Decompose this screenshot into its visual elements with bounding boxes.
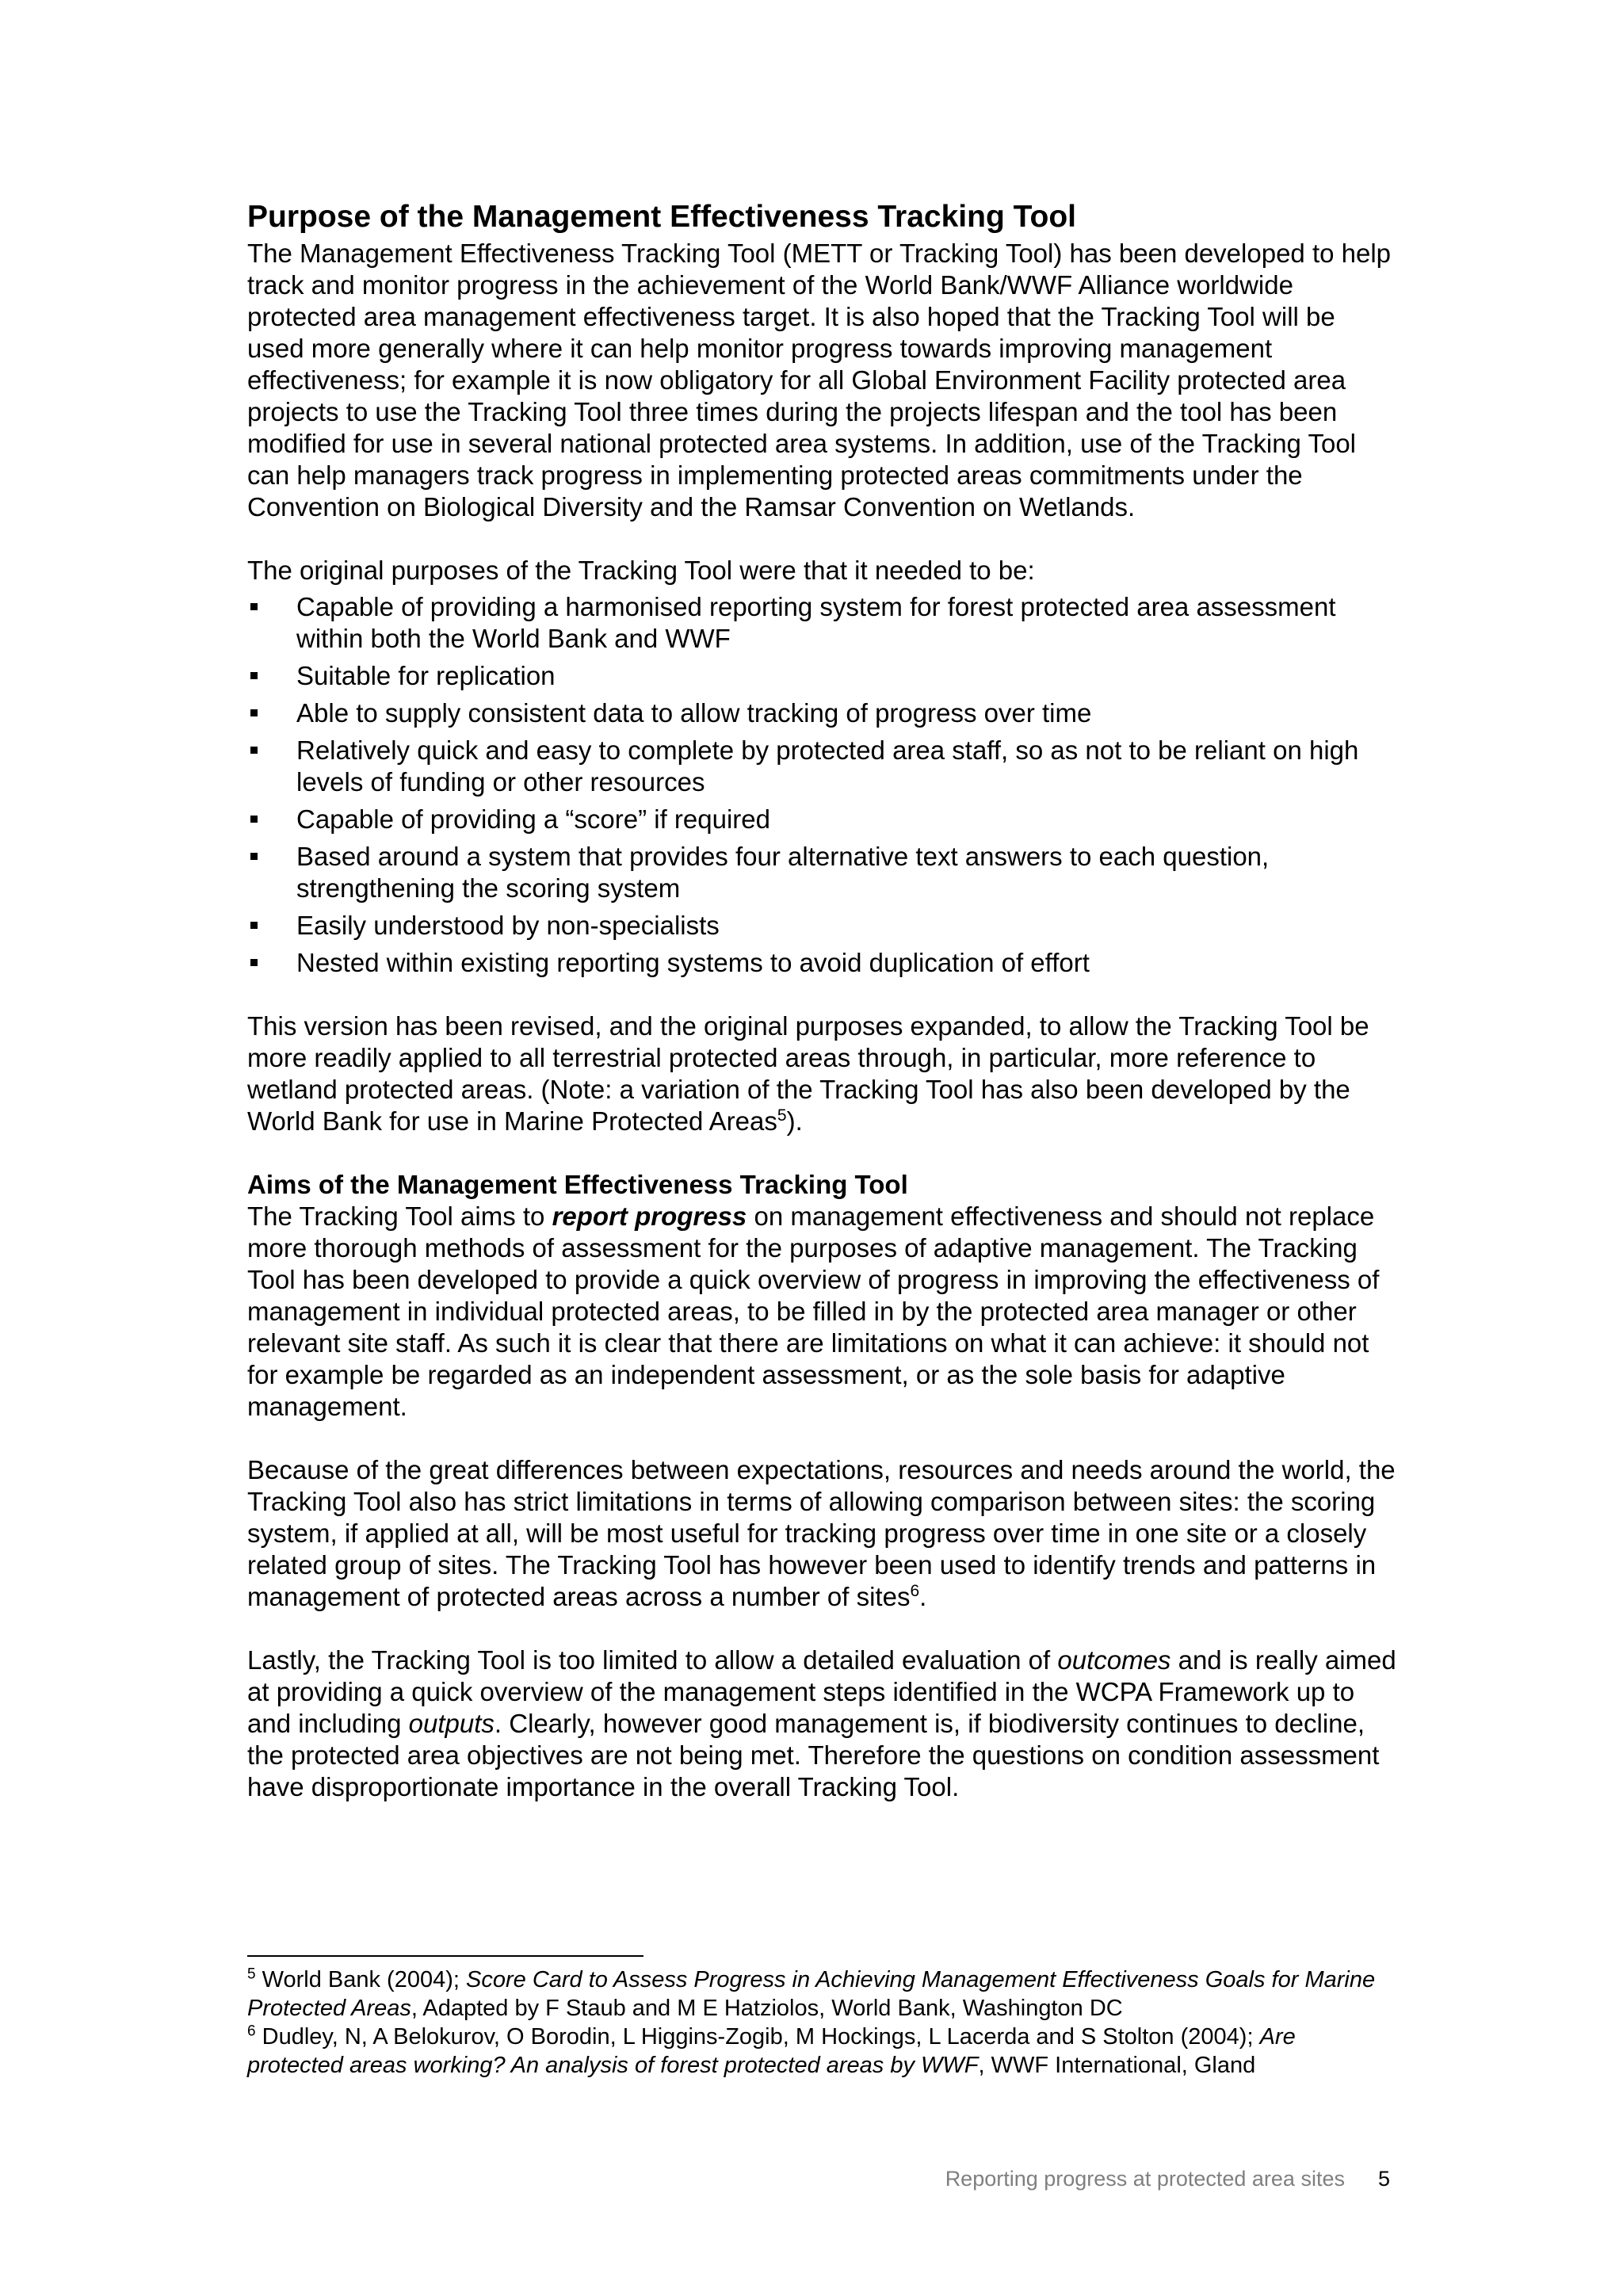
list-item: Relatively quick and easy to complete by protected area staff, so as not to be reliant on high levels of funding or other resources	[247, 735, 1396, 798]
aims-paragraph: The Tracking Tool aims to report progress on management effectiveness and should not replace more thorough methods of assessment for the purposes of adaptive management. The Tracking Tool has been developed to provide a quick overview of progress in improving the effectiveness of management in individual protected areas, to be filled in by the protected area manager or other relevant site staff. As such it is clear that there are limitations on what it can achieve: it should not for example be regarded as an independent assessment, or as the sole basis for adaptive management.	[247, 1201, 1380, 1421]
section-heading: Purpose of the Management Effectiveness Tracking Tool	[247, 200, 1077, 234]
revision-paragraph: This version has been revised, and the original purposes expanded, to allow the Tracking Tool be more readily applied to all terrestrial protected areas through, in particular, more reference to wetland protected areas. (Note: a variation of the Tracking Tool has also been developed by the World Bank for use in Marine Protected Areas$^5$).	[247, 1011, 1369, 1136]
list-item: Based around a system that provides four alternative text answers to each question, strengthening the scoring system	[247, 841, 1396, 904]
bullet-marker	[250, 816, 258, 823]
page-footer	[945, 2165, 1390, 2192]
emphasis-report-progress: report progress	[552, 1201, 747, 1231]
footnote-5: $^5$ World Bank (2004); Score Card to Assess Progress in Achieving Management Effectiveness Goals for Marine Protected Areas, Adapted by F Staub and M E Hatziolos, World Bank, Washington DC	[247, 1966, 1376, 2021]
list-item: Nested within existing reporting systems to avoid duplication of effort	[247, 947, 1396, 979]
list-item: Suitable for replication	[247, 660, 1396, 692]
outcomes-paragraph: Lastly, the Tracking Tool is too limited to allow a detailed evaluation of outcomes and is really aimed at providing a quick overview of the management steps identified in the WCPA Framework up to and including outputs. Clearly, however good management is, if biodiversity continues to decline, the protected area objectives are not being met. Therefore the questions on condition assessment have disproportionate importance in the overall Tracking Tool.	[247, 1645, 1396, 1801]
intro-paragraph: The Management Effectiveness Tracking Tool (METT or Tracking Tool) has been developed to help track and monitor progress in the achievement of the World Bank/WWF Alliance worldwide protected area management effectiveness target. It is also hoped that the Tracking Tool will be used more generally where it can help monitor progress towards improving management effectiveness; for example it is now obligatory for all Global Environment Facility protected area projects to use the Tracking Tool three times during the projects lifespan and the tool has been modified for use in several national protected area systems. In addition, use of the Tracking Tool can help managers track progress in implementing protected areas commitments under the Convention on Biological Diversity and the Ramsar Convention on Wetlands.	[247, 239, 1392, 521]
aims-subheading: Aims of the Management Effectiveness Tracking Tool	[247, 1170, 908, 1199]
purposes-list	[247, 591, 1396, 979]
footnote-divider	[247, 1955, 643, 1957]
footnote-ref-5[interactable]: 5	[777, 1106, 787, 1125]
bullet-marker	[250, 853, 258, 860]
list-item: Capable of providing a “score” if required	[247, 804, 1396, 835]
bullet-marker	[250, 747, 258, 754]
bullet-marker	[250, 959, 258, 966]
bullet-marker	[250, 922, 258, 929]
list-item: Capable of providing a harmonised reporting system for forest protected area assessment within both the World Bank and WWF	[247, 591, 1396, 655]
bullet-marker	[250, 672, 258, 679]
purposes-intro: The original purposes of the Tracking Tool were that it needed to be:	[247, 556, 1035, 585]
footer-title: Reporting progress at protected area sites	[945, 2167, 1345, 2191]
footnote-6: $^6$ Dudley, N, A Belokurov, O Borodin, L Higgins-Zogib, M Hockings, L Lacerda and S Stolton (2004); Are protected areas working? An analysis of forest protected areas by WWF, WWF International, Gland	[247, 2023, 1296, 2078]
bullet-marker	[250, 709, 258, 716]
bullet-marker	[250, 603, 258, 610]
list-item: Easily understood by non-specialists	[247, 910, 1396, 942]
footnotes	[247, 1966, 1396, 2080]
limitations-paragraph: Because of the great differences between expectations, resources and needs around the world, the Tracking Tool also has strict limitations in terms of allowing comparison between sites: the scoring system, if applied at all, will be most useful for tracking progress over time in one site or a closely related group of sites. The Tracking Tool has however been used to identify trends and patterns in management of protected areas across a number of sites$^6$.	[247, 1455, 1396, 1611]
page-number: 5	[1377, 2167, 1390, 2191]
page-body	[247, 198, 1396, 1803]
footnote-ref-6[interactable]: 6	[910, 1582, 920, 1600]
list-item: Able to supply consistent data to allow tracking of progress over time	[247, 697, 1396, 729]
